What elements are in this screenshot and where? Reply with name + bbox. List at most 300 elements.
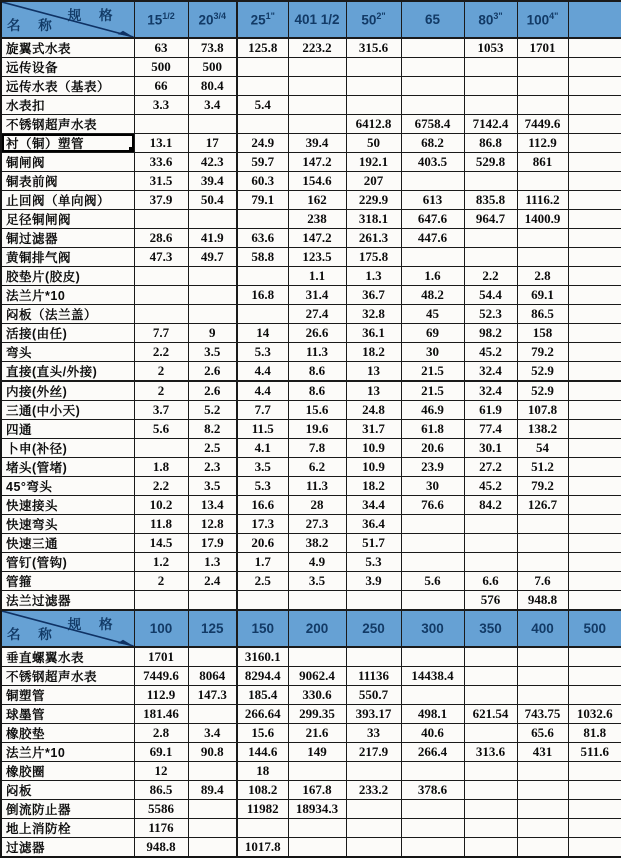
price-cell xyxy=(401,248,464,267)
price-cell xyxy=(517,686,568,705)
price-cell: 7.7 xyxy=(237,401,288,420)
price-cell: 18934.3 xyxy=(288,800,346,819)
price-cell xyxy=(288,58,346,77)
table-row xyxy=(1,210,621,229)
column-header xyxy=(134,1,188,38)
price-cell: 66 xyxy=(134,77,188,96)
table-row xyxy=(1,420,621,439)
column-header xyxy=(346,610,401,647)
price-cell: 1.3 xyxy=(346,267,401,286)
price-cell: 86.5 xyxy=(517,305,568,324)
price-cell xyxy=(568,324,621,343)
price-cell xyxy=(237,591,288,611)
price-cell: 266.64 xyxy=(237,705,288,724)
price-cell: 12.8 xyxy=(188,515,237,534)
row-name: 胶垫片(胶皮) xyxy=(1,267,134,286)
price-cell xyxy=(568,305,621,324)
price-cell xyxy=(568,553,621,572)
column-header xyxy=(134,610,188,647)
column-header xyxy=(464,1,517,38)
column-header-superscript: 3" xyxy=(493,11,503,22)
price-cell: 69.1 xyxy=(517,286,568,305)
table-row xyxy=(1,343,621,362)
price-cell xyxy=(464,248,517,267)
row-name: 旋翼式水表 xyxy=(1,38,134,58)
price-cell xyxy=(401,762,464,781)
row-name: 45°弯头 xyxy=(1,477,134,496)
table-row xyxy=(1,667,621,686)
row-name: 直接(直头/外接) xyxy=(1,362,134,382)
price-cell xyxy=(517,229,568,248)
row-name: 管钉(管钩) xyxy=(1,553,134,572)
price-cell: 90.8 xyxy=(188,743,237,762)
table-row xyxy=(1,77,621,96)
row-name: 地上消防栓 xyxy=(1,819,134,838)
row-name-selected-cell: 衬（铜）塑管 xyxy=(1,134,134,153)
price-cell: 5.3 xyxy=(237,343,288,362)
price-cell: 51.7 xyxy=(346,534,401,553)
price-cell: 3.3 xyxy=(134,96,188,115)
table-row xyxy=(1,762,621,781)
price-cell: 2.2 xyxy=(134,343,188,362)
price-cell: 107.8 xyxy=(517,401,568,420)
price-cell xyxy=(464,58,517,77)
price-cell xyxy=(188,115,237,134)
price-cell: 112.9 xyxy=(134,686,188,705)
price-cell xyxy=(134,267,188,286)
corner-label-name: 名 称 xyxy=(7,18,59,33)
row-name: 过滤器 xyxy=(1,838,134,858)
price-cell: 79.1 xyxy=(237,191,288,210)
price-cell xyxy=(188,305,237,324)
column-header-label: 500 xyxy=(583,621,607,636)
price-cell: 613 xyxy=(401,191,464,210)
price-cell: 84.2 xyxy=(464,496,517,515)
price-cell: 238 xyxy=(288,210,346,229)
price-cell: 9 xyxy=(188,324,237,343)
column-header-label: 150 xyxy=(251,621,275,636)
price-cell: 1032.6 xyxy=(568,705,621,724)
price-cell: 68.2 xyxy=(401,134,464,153)
price-cell: 144.6 xyxy=(237,743,288,762)
price-cell: 32.4 xyxy=(464,381,517,401)
price-cell: 15.6 xyxy=(288,401,346,420)
price-cell xyxy=(237,58,288,77)
price-cell: 8.2 xyxy=(188,420,237,439)
price-cell xyxy=(188,762,237,781)
table-row xyxy=(1,305,621,324)
column-header-label: 401 1/2 xyxy=(294,12,340,27)
price-cell: 154.6 xyxy=(288,172,346,191)
price-cell xyxy=(134,305,188,324)
price-cell: 2.6 xyxy=(188,362,237,382)
price-cell xyxy=(346,762,401,781)
price-cell: 123.5 xyxy=(288,248,346,267)
column-header-label: 50 xyxy=(361,12,377,28)
price-cell xyxy=(401,819,464,838)
column-header-label: 65 xyxy=(424,12,441,27)
price-cell: 185.4 xyxy=(237,686,288,705)
price-cell xyxy=(188,647,237,667)
price-cell xyxy=(568,534,621,553)
price-cell: 50 xyxy=(346,134,401,153)
price-cell: 4.1 xyxy=(237,439,288,458)
price-cell: 38.2 xyxy=(288,534,346,553)
price-cell: 13.4 xyxy=(188,496,237,515)
column-header-superscript: 3/4 xyxy=(213,11,227,22)
price-cell: 7.8 xyxy=(288,439,346,458)
price-cell xyxy=(288,838,346,858)
price-cell: 37.9 xyxy=(134,191,188,210)
column-header xyxy=(401,610,464,647)
price-cell xyxy=(568,477,621,496)
price-cell: 28.6 xyxy=(134,229,188,248)
price-cell xyxy=(401,77,464,96)
price-cell: 58.8 xyxy=(237,248,288,267)
price-cell: 9062.4 xyxy=(288,667,346,686)
price-cell: 21.5 xyxy=(401,362,464,382)
column-header-superscript: 1" xyxy=(265,11,275,22)
price-cell xyxy=(517,647,568,667)
column-header-label: 200 xyxy=(305,621,329,636)
price-cell xyxy=(464,838,517,858)
price-cell: 69.1 xyxy=(134,743,188,762)
price-cell xyxy=(517,553,568,572)
price-cell: 378.6 xyxy=(401,781,464,800)
price-cell: 86.5 xyxy=(134,781,188,800)
price-cell xyxy=(568,667,621,686)
price-cell: 861 xyxy=(517,153,568,172)
price-cell xyxy=(237,210,288,229)
column-header-label: 100 xyxy=(149,621,173,636)
column-header-superscript: 1/2 xyxy=(162,11,175,22)
price-cell: 1.6 xyxy=(401,267,464,286)
table-row xyxy=(1,153,621,172)
price-cell: 1017.8 xyxy=(237,838,288,858)
price-cell xyxy=(517,248,568,267)
table-row xyxy=(1,515,621,534)
row-name: 橡胶垫 xyxy=(1,724,134,743)
price-cell: 14 xyxy=(237,324,288,343)
price-cell: 10.9 xyxy=(346,439,401,458)
price-cell: 5.6 xyxy=(401,572,464,591)
column-header-label: 20 xyxy=(198,12,214,28)
price-cell: 61.8 xyxy=(401,420,464,439)
price-cell: 112.9 xyxy=(517,134,568,153)
corner-label-name: 名 称 xyxy=(7,627,59,642)
price-cell: 149 xyxy=(288,743,346,762)
price-cell: 13 xyxy=(346,362,401,382)
price-cell xyxy=(568,458,621,477)
price-cell xyxy=(464,553,517,572)
price-cell xyxy=(464,515,517,534)
corner-label-spec: 规 格 xyxy=(67,617,120,632)
table-row xyxy=(1,686,621,705)
table-row xyxy=(1,477,621,496)
price-cell xyxy=(568,229,621,248)
price-cell: 1.3 xyxy=(188,553,237,572)
price-cell xyxy=(517,58,568,77)
price-cell: 1.8 xyxy=(134,458,188,477)
price-cell xyxy=(401,96,464,115)
price-cell: 266.4 xyxy=(401,743,464,762)
price-cell xyxy=(464,229,517,248)
price-cell: 126.7 xyxy=(517,496,568,515)
price-cell xyxy=(134,286,188,305)
price-cell: 15.6 xyxy=(237,724,288,743)
price-cell xyxy=(464,534,517,553)
price-cell xyxy=(464,686,517,705)
row-name: 快速弯头 xyxy=(1,515,134,534)
price-cell: 18.2 xyxy=(346,343,401,362)
price-cell: 24.9 xyxy=(237,134,288,153)
price-cell xyxy=(401,838,464,858)
price-cell: 3160.1 xyxy=(237,647,288,667)
price-cell: 52.9 xyxy=(517,381,568,401)
price-cell: 45.2 xyxy=(464,477,517,496)
row-name: 三通(中小天) xyxy=(1,401,134,420)
row-name: 管箍 xyxy=(1,572,134,591)
price-cell: 27.2 xyxy=(464,458,517,477)
price-cell: 20.6 xyxy=(237,534,288,553)
column-header xyxy=(188,1,237,38)
price-cell: 11136 xyxy=(346,667,401,686)
column-header-superscript: 4" xyxy=(549,11,559,22)
price-cell: 431 xyxy=(517,743,568,762)
price-cell xyxy=(568,38,621,58)
price-cell xyxy=(464,647,517,667)
price-cell: 54.4 xyxy=(464,286,517,305)
price-cell: 207 xyxy=(346,172,401,191)
price-cell: 14438.4 xyxy=(401,667,464,686)
price-cell: 45.2 xyxy=(464,343,517,362)
table-row xyxy=(1,381,621,401)
price-cell xyxy=(134,591,188,611)
price-cell: 3.4 xyxy=(188,96,237,115)
price-cell: 73.8 xyxy=(188,38,237,58)
column-header xyxy=(188,610,237,647)
price-cell: 98.2 xyxy=(464,324,517,343)
row-name: 弯头 xyxy=(1,343,134,362)
price-cell xyxy=(288,819,346,838)
price-cell: 11982 xyxy=(237,800,288,819)
price-cell: 2.5 xyxy=(237,572,288,591)
price-cell xyxy=(401,591,464,611)
price-cell: 621.54 xyxy=(464,705,517,724)
price-cell: 36.7 xyxy=(346,286,401,305)
spec-header-row xyxy=(1,610,621,647)
price-cell: 32.8 xyxy=(346,305,401,324)
price-cell: 1.1 xyxy=(288,267,346,286)
price-cell: 8064 xyxy=(188,667,237,686)
price-cell: 500 xyxy=(134,58,188,77)
price-cell: 8.6 xyxy=(288,362,346,382)
price-cell: 7449.6 xyxy=(517,115,568,134)
price-cell: 17.9 xyxy=(188,534,237,553)
row-name: 不锈钢超声水表 xyxy=(1,667,134,686)
price-cell xyxy=(568,362,621,382)
price-cell xyxy=(464,819,517,838)
column-header xyxy=(517,1,568,38)
table-row xyxy=(1,362,621,382)
price-cell: 31.5 xyxy=(134,172,188,191)
price-cell xyxy=(401,553,464,572)
row-name: 内接(外丝) xyxy=(1,381,134,401)
row-name: 快速接头 xyxy=(1,496,134,515)
price-cell: 3.5 xyxy=(237,458,288,477)
price-cell: 3.7 xyxy=(134,401,188,420)
row-name: 法兰过滤器 xyxy=(1,591,134,611)
price-cell: 175.8 xyxy=(346,248,401,267)
price-cell: 36.1 xyxy=(346,324,401,343)
price-cell: 4.4 xyxy=(237,381,288,401)
price-cell: 54 xyxy=(517,439,568,458)
price-cell: 7142.4 xyxy=(464,115,517,134)
row-name: 足径铜闸阀 xyxy=(1,210,134,229)
price-cell: 81.8 xyxy=(568,724,621,743)
price-cell xyxy=(464,762,517,781)
price-cell: 181.46 xyxy=(134,705,188,724)
price-cell xyxy=(346,819,401,838)
price-cell: 4.4 xyxy=(237,362,288,382)
row-name: 铜过滤器 xyxy=(1,229,134,248)
price-cell: 16.6 xyxy=(237,496,288,515)
row-name: 法兰片*10 xyxy=(1,743,134,762)
price-cell: 576 xyxy=(464,591,517,611)
price-cell: 108.2 xyxy=(237,781,288,800)
price-cell xyxy=(464,667,517,686)
price-cell xyxy=(188,286,237,305)
price-cell: 63.6 xyxy=(237,229,288,248)
price-cell xyxy=(517,838,568,858)
price-cell: 32.4 xyxy=(464,362,517,382)
row-name: 闷板 xyxy=(1,781,134,800)
price-cell xyxy=(517,96,568,115)
price-cell: 162 xyxy=(288,191,346,210)
price-cell: 17.3 xyxy=(237,515,288,534)
price-cell xyxy=(188,267,237,286)
table-row xyxy=(1,800,621,819)
price-cell xyxy=(134,439,188,458)
price-cell: 6412.8 xyxy=(346,115,401,134)
row-name: 铜表前阀 xyxy=(1,172,134,191)
price-cell xyxy=(568,172,621,191)
price-cell xyxy=(568,420,621,439)
price-cell xyxy=(288,96,346,115)
price-cell: 2 xyxy=(134,572,188,591)
price-cell: 18 xyxy=(237,762,288,781)
price-cell: 511.6 xyxy=(568,743,621,762)
table-row xyxy=(1,96,621,115)
row-name: 水表扣 xyxy=(1,96,134,115)
row-name: 止回阀（单向阀） xyxy=(1,191,134,210)
price-cell: 14.5 xyxy=(134,534,188,553)
price-cell: 500 xyxy=(188,58,237,77)
column-header xyxy=(288,610,346,647)
price-cell: 2.8 xyxy=(134,724,188,743)
table-row xyxy=(1,705,621,724)
column-header-label: 15 xyxy=(147,12,163,28)
table-row xyxy=(1,134,621,153)
table-row xyxy=(1,591,621,611)
price-cell: 5.3 xyxy=(346,553,401,572)
price-cell: 28 xyxy=(288,496,346,515)
price-cell: 964.7 xyxy=(464,210,517,229)
price-cell: 217.9 xyxy=(346,743,401,762)
corner-label-spec: 规 格 xyxy=(67,8,120,23)
price-cell: 1116.2 xyxy=(517,191,568,210)
price-cell: 17 xyxy=(188,134,237,153)
price-cell xyxy=(401,38,464,58)
table-row xyxy=(1,267,621,286)
column-header xyxy=(237,610,288,647)
table-row xyxy=(1,401,621,420)
price-cell: 1400.9 xyxy=(517,210,568,229)
price-cell: 23.9 xyxy=(401,458,464,477)
table-row xyxy=(1,572,621,591)
row-name: 倒流防止器 xyxy=(1,800,134,819)
price-cell xyxy=(517,781,568,800)
price-cell: 7.6 xyxy=(517,572,568,591)
price-cell xyxy=(237,77,288,96)
price-cell: 21.5 xyxy=(401,381,464,401)
price-cell: 47.3 xyxy=(134,248,188,267)
price-cell: 31.4 xyxy=(288,286,346,305)
row-name: 快速三通 xyxy=(1,534,134,553)
price-cell xyxy=(517,800,568,819)
price-cell: 167.8 xyxy=(288,781,346,800)
price-cell: 18.2 xyxy=(346,477,401,496)
price-cell: 4.9 xyxy=(288,553,346,572)
price-cell: 20.6 xyxy=(401,439,464,458)
price-cell: 51.2 xyxy=(517,458,568,477)
price-cell: 86.8 xyxy=(464,134,517,153)
price-cell xyxy=(568,77,621,96)
column-header-label: 250 xyxy=(362,621,385,636)
row-name: 活接(由任) xyxy=(1,324,134,343)
column-header-label: 25 xyxy=(250,12,266,28)
table-row xyxy=(1,439,621,458)
price-cell: 26.6 xyxy=(288,324,346,343)
table-body xyxy=(1,1,621,857)
price-cell: 10.9 xyxy=(346,458,401,477)
row-name: 铜闸阀 xyxy=(1,153,134,172)
table-row xyxy=(1,324,621,343)
price-cell: 13.1 xyxy=(134,134,188,153)
price-cell: 30 xyxy=(401,343,464,362)
price-cell xyxy=(188,591,237,611)
price-cell xyxy=(237,115,288,134)
table-row xyxy=(1,229,621,248)
spec-name-corner-cell xyxy=(1,1,134,38)
price-cell: 138.2 xyxy=(517,420,568,439)
price-cell xyxy=(134,115,188,134)
row-name: 不锈钢超声水表 xyxy=(1,115,134,134)
row-name: 闷板（法兰盖） xyxy=(1,305,134,324)
row-name: 远传水表（基表） xyxy=(1,77,134,96)
price-cell: 948.8 xyxy=(134,838,188,858)
column-header xyxy=(464,610,517,647)
price-cell: 79.2 xyxy=(517,477,568,496)
price-cell xyxy=(568,819,621,838)
row-name: 法兰片*10 xyxy=(1,286,134,305)
price-cell: 11.3 xyxy=(288,477,346,496)
price-cell xyxy=(568,800,621,819)
price-cell xyxy=(568,286,621,305)
price-cell xyxy=(568,381,621,401)
price-cell: 59.7 xyxy=(237,153,288,172)
price-cell: 192.1 xyxy=(346,153,401,172)
